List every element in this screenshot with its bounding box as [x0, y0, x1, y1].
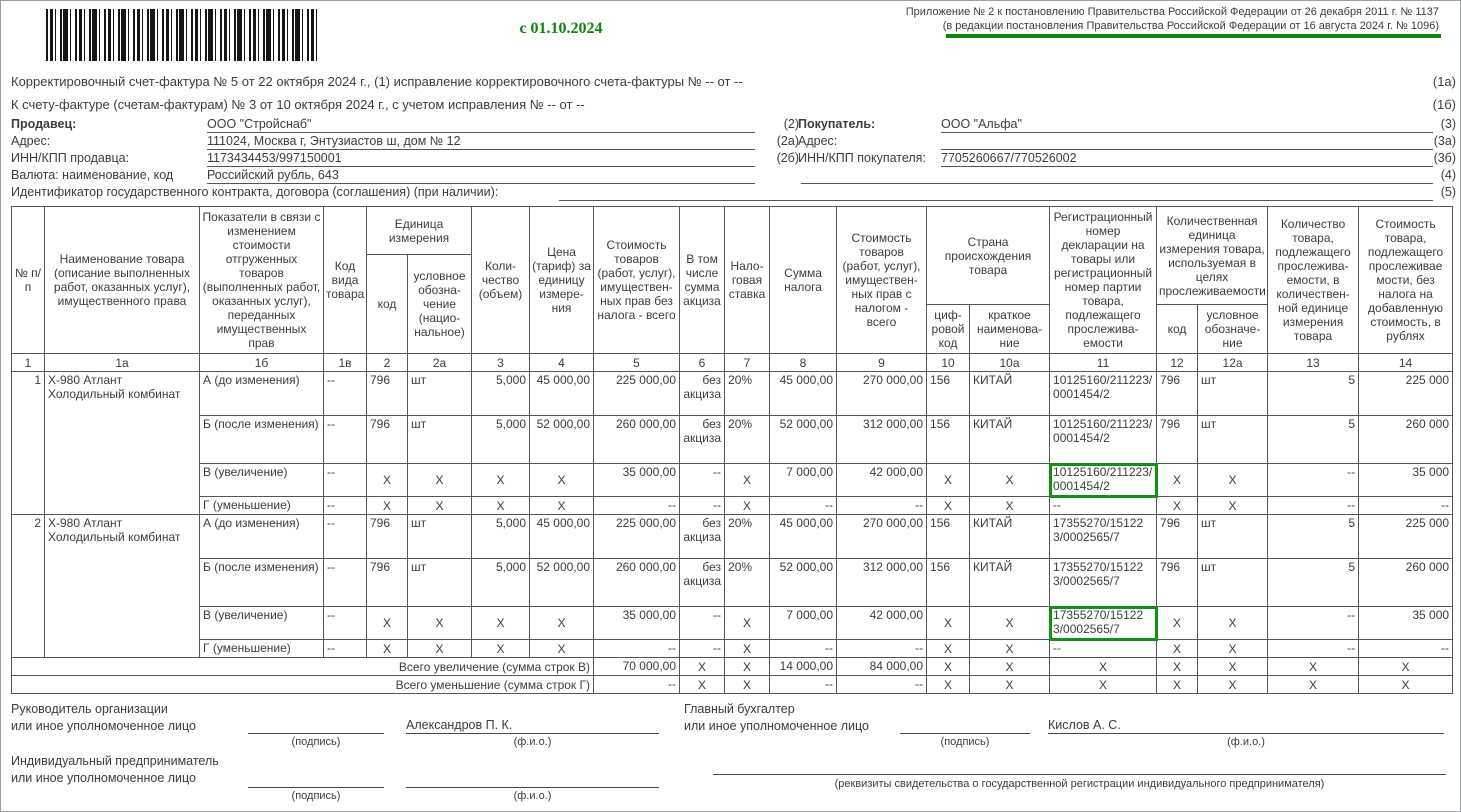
- totals-cell: X: [680, 676, 725, 694]
- col-header-country-group: Страна происхождения товара: [927, 207, 1050, 305]
- table-cell: X: [1198, 640, 1268, 658]
- col-num: 10: [927, 354, 970, 372]
- col-header-item-kind-code: Код вида товара: [324, 207, 367, 354]
- totals-cell: X: [1050, 658, 1157, 676]
- table-row: [12, 559, 1453, 607]
- table-cell: X: [970, 640, 1050, 658]
- table-cell: 5: [1268, 559, 1359, 607]
- totals-cell: X: [725, 658, 770, 676]
- table-cell: X: [472, 464, 530, 497]
- table-cell: 270 000,00: [837, 372, 927, 416]
- table-cell: КИТАЙ: [970, 416, 1050, 464]
- table-cell: 17355270/151223/0002565/7: [1050, 607, 1157, 640]
- table-cell: 156: [927, 372, 970, 416]
- row-type-cell: А (до изменения): [200, 372, 324, 416]
- col-num: 2: [367, 354, 408, 372]
- table-row: [12, 416, 1453, 464]
- totals-cell: X: [1359, 676, 1453, 694]
- totals-cell: X: [1359, 658, 1453, 676]
- table-cell: X: [970, 497, 1050, 515]
- entrepreneur-role-line1: Индивидуальный предприниматель: [11, 754, 219, 768]
- table-cell: 225 000: [1359, 515, 1453, 559]
- ref-4: (4): [1440, 168, 1456, 182]
- table-cell: X: [1157, 640, 1198, 658]
- col-num: 1в: [324, 354, 367, 372]
- col-header-excise: В том числе сумма акциза: [680, 207, 725, 354]
- totals-cell: X: [1050, 676, 1157, 694]
- table-cell: 10125160/211223/0001454/2: [1050, 372, 1157, 416]
- table-cell: 156: [927, 416, 970, 464]
- table-cell: --: [770, 640, 837, 658]
- entrepreneur-requisites-caption: (реквизиты свидетельства о государственной регистрации индивидуального предпринимателя): [834, 778, 1325, 790]
- seller-inn-value: 1173434453/997150001: [207, 151, 755, 167]
- table-cell: X: [927, 640, 970, 658]
- table-cell: 52 000,00: [770, 416, 837, 464]
- annex-line-2: (в редакции постановления Правительства Российской Федерации от 16 августа 2024 г. № 1096): [942, 20, 1439, 32]
- accountant-name-line: [1048, 718, 1444, 734]
- totals-cell: 84 000,00: [837, 658, 927, 676]
- seller-address-label: Адрес:: [11, 134, 51, 148]
- col-header-row-number: № п/п: [12, 207, 45, 354]
- table-cell: --: [1268, 607, 1359, 640]
- table-cell: --: [680, 464, 725, 497]
- entrepreneur-signature-caption: (подпись): [291, 790, 341, 802]
- entrepreneur-requisites-line: [713, 759, 1446, 775]
- table-cell: 5: [1268, 416, 1359, 464]
- table-cell: --: [1268, 640, 1359, 658]
- table-cell: --: [837, 497, 927, 515]
- document-title-line-2: [11, 97, 1456, 114]
- table-cell: X: [530, 497, 594, 515]
- totals-cell: X: [970, 676, 1050, 694]
- col-header-trace-quantity: Количество товара, подлежащего прослежива-емости, в количествен-ной единице измерения товара: [1268, 207, 1359, 354]
- table-cell: КИТАЙ: [970, 372, 1050, 416]
- col-header-country-name: краткое наименова-ние: [970, 305, 1050, 354]
- seller-buyer-row: [11, 117, 1456, 134]
- table-cell: 45 000,00: [530, 372, 594, 416]
- table-cell: 260 000: [1359, 559, 1453, 607]
- table-cell: 796: [367, 416, 408, 464]
- table-cell: X: [970, 607, 1050, 640]
- item-name-cell: Х-980 Атлант Холодильный комбинат: [45, 372, 200, 515]
- row-type-cell: Г (уменьшение): [200, 640, 324, 658]
- table-cell: --: [1359, 640, 1453, 658]
- col-num: 1а: [45, 354, 200, 372]
- director-name-line: [406, 718, 659, 734]
- table-cell: --: [324, 607, 367, 640]
- row-type-cell: Б (после изменения): [200, 416, 324, 464]
- entrepreneur-role-label: [11, 753, 219, 787]
- table-cell: 5: [1268, 515, 1359, 559]
- col-num: 1б: [200, 354, 324, 372]
- table-row: [12, 464, 1453, 497]
- ref-2b: (2б): [776, 151, 799, 165]
- table-cell: 45 000,00: [770, 515, 837, 559]
- table-cell: 260 000: [1359, 416, 1453, 464]
- table-cell: 156: [927, 515, 970, 559]
- table-cell: шт: [1198, 416, 1268, 464]
- table-cell: --: [1268, 464, 1359, 497]
- totals-row: [12, 676, 1453, 694]
- table-cell: X: [472, 640, 530, 658]
- col-header-unit-group: Единица измерения: [367, 207, 472, 255]
- table-row: [12, 607, 1453, 640]
- entrepreneur-name-caption: (ф.и.о.): [513, 790, 552, 802]
- table-cell: X: [367, 607, 408, 640]
- col-header-item-name: Наименование товара (описание выполненных работ, оказанных услуг), имущественного права: [45, 207, 200, 354]
- table-cell: X: [367, 497, 408, 515]
- table-cell: 42 000,00: [837, 607, 927, 640]
- table-cell: 312 000,00: [837, 416, 927, 464]
- accountant-role-line1: Главный бухгалтер: [684, 702, 795, 716]
- totals-cell: X: [1198, 676, 1268, 694]
- annex-note: [906, 5, 1439, 33]
- col-header-tax-rate: Нало-говая ставка: [725, 207, 770, 354]
- currency-label: Валюта: наименование, код: [11, 168, 174, 182]
- table-cell: --: [324, 515, 367, 559]
- table-cell: 7 000,00: [770, 607, 837, 640]
- table-cell: шт: [408, 559, 472, 607]
- table-cell: --: [770, 497, 837, 515]
- table-cell: X: [927, 607, 970, 640]
- table-cell: 225 000,00: [594, 372, 680, 416]
- entrepreneur-name-line: [406, 772, 659, 788]
- totals-label-cell: Всего увеличение (сумма строк В): [12, 658, 594, 676]
- table-cell: 42 000,00: [837, 464, 927, 497]
- table-cell: X: [725, 497, 770, 515]
- totals-cell: --: [837, 676, 927, 694]
- table-cell: X: [1198, 497, 1268, 515]
- column-number-row: [12, 354, 1453, 372]
- table-cell: 796: [1157, 372, 1198, 416]
- col-num: 1: [12, 354, 45, 372]
- table-cell: КИТАЙ: [970, 515, 1050, 559]
- table-cell: 796: [1157, 559, 1198, 607]
- col-header-unit-symbol: условное обозна-чение (нацио-нальное): [408, 255, 472, 354]
- table-cell: 35 000,00: [594, 607, 680, 640]
- green-underline-bar: [946, 34, 1441, 38]
- table-cell: --: [324, 559, 367, 607]
- buyer-address-value: [941, 134, 1433, 150]
- col-header-unit-code: код: [367, 255, 408, 354]
- barcode: [46, 9, 321, 61]
- table-cell: 20%: [725, 416, 770, 464]
- table-cell: КИТАЙ: [970, 559, 1050, 607]
- col-header-trace-unit-symbol: условное обозначе-ние: [1198, 305, 1268, 354]
- table-cell: --: [1050, 497, 1157, 515]
- title-text-1: Корректировочный счет-фактура № 5 от 22 октября 2024 г., (1) исправление корректировочного счета-фактуры № -- от --: [11, 74, 743, 89]
- invoice-table-header: [12, 207, 1453, 372]
- table-cell: 20%: [725, 372, 770, 416]
- table-cell: 20%: [725, 515, 770, 559]
- col-header-country-code: циф-ровой код: [927, 305, 970, 354]
- table-cell: X: [725, 640, 770, 658]
- table-cell: 10125160/211223/0001454/2: [1050, 464, 1157, 497]
- form-ref-1a: (1а): [1432, 74, 1456, 89]
- invoice-table: [11, 206, 1453, 694]
- table-cell: 796: [367, 515, 408, 559]
- seller-address-value: 111024, Москва г, Энтузиастов ш, дом № 12: [207, 134, 755, 150]
- totals-cell: X: [1268, 676, 1359, 694]
- col-num: 2а: [408, 354, 472, 372]
- col-num: 12: [1157, 354, 1198, 372]
- table-cell: 17355270/151223/0002565/7: [1050, 559, 1157, 607]
- col-num: 13: [1268, 354, 1359, 372]
- totals-cell: X: [725, 676, 770, 694]
- table-cell: 260 000,00: [594, 559, 680, 607]
- totals-cell: --: [594, 676, 680, 694]
- col-num: 7: [725, 354, 770, 372]
- table-cell: без акциза: [680, 372, 725, 416]
- director-name: Александров П. К.: [406, 718, 513, 732]
- table-cell: 5,000: [472, 559, 530, 607]
- ref-5: (5): [1440, 185, 1456, 199]
- inn-kpp-row: [11, 151, 1456, 168]
- item-number-cell: 2: [12, 515, 45, 658]
- col-num: 12а: [1198, 354, 1268, 372]
- invoice-table-container: [11, 206, 1453, 694]
- col-header-cost-without-tax: Стоимость товаров (работ, услуг), имуществен-ных прав без налога - всего: [594, 207, 680, 354]
- table-cell: шт: [1198, 372, 1268, 416]
- table-cell: X: [408, 497, 472, 515]
- table-cell: 45 000,00: [770, 372, 837, 416]
- table-cell: 35 000: [1359, 464, 1453, 497]
- entrepreneur-signature-line: [248, 772, 384, 788]
- totals-cell: X: [1157, 676, 1198, 694]
- row-type-cell: В (увеличение): [200, 607, 324, 640]
- totals-row: [12, 658, 1453, 676]
- table-cell: X: [1157, 464, 1198, 497]
- seller-value: ООО "Стройснаб": [207, 117, 755, 133]
- col-num: 9: [837, 354, 927, 372]
- seller-inn-label: ИНН/КПП продавца:: [11, 151, 130, 165]
- table-cell: 35 000,00: [594, 464, 680, 497]
- seller-label: Продавец:: [11, 117, 77, 131]
- col-header-trace-cost: Стоимость товара, подлежащего прослеживае мости, без налога на добавленную стоимость, в рублях: [1359, 207, 1453, 354]
- effective-date-label: с 01.10.2024: [519, 20, 603, 37]
- director-signature-caption: (подпись): [291, 736, 341, 748]
- table-cell: --: [324, 416, 367, 464]
- table-cell: шт: [408, 372, 472, 416]
- currency-row: [11, 168, 1456, 185]
- table-cell: 35 000: [1359, 607, 1453, 640]
- table-cell: 270 000,00: [837, 515, 927, 559]
- table-cell: 10125160/211223/0001454/2: [1050, 416, 1157, 464]
- entrepreneur-role-line2: или иное уполномоченное лицо: [11, 771, 197, 785]
- col-num: 5: [594, 354, 680, 372]
- row-type-cell: Б (после изменения): [200, 559, 324, 607]
- table-cell: X: [725, 607, 770, 640]
- col-header-trace-unit-code: код: [1157, 305, 1198, 354]
- col-num: 8: [770, 354, 837, 372]
- table-cell: 796: [1157, 416, 1198, 464]
- contract-id-row: [11, 185, 1456, 202]
- ref-3: (3): [1440, 117, 1456, 131]
- table-cell: --: [837, 640, 927, 658]
- table-cell: 52 000,00: [530, 416, 594, 464]
- director-role-line1: Руководитель организации: [11, 702, 168, 716]
- col-header-quantity: Коли-чество (объем): [472, 207, 530, 354]
- table-cell: --: [324, 464, 367, 497]
- totals-cell: 14 000,00: [770, 658, 837, 676]
- director-role-label: [11, 701, 196, 735]
- accountant-signature-line: [900, 718, 1030, 734]
- table-cell: 156: [927, 559, 970, 607]
- col-num: 10а: [970, 354, 1050, 372]
- accountant-name-caption: (ф.и.о.): [1227, 736, 1265, 748]
- contract-id-value-line: [559, 185, 1433, 201]
- table-cell: 312 000,00: [837, 559, 927, 607]
- table-cell: без акциза: [680, 515, 725, 559]
- table-cell: --: [1050, 640, 1157, 658]
- table-cell: шт: [408, 416, 472, 464]
- col-num: 3: [472, 354, 530, 372]
- table-cell: 5,000: [472, 372, 530, 416]
- col-header-trace-unit-group: Количественная единица измерения товара, используемая в целях прослеживаемости: [1157, 207, 1268, 305]
- row-type-cell: В (увеличение): [200, 464, 324, 497]
- col-num: 11: [1050, 354, 1157, 372]
- director-role-line2: или иное уполномоченное лицо: [11, 719, 197, 733]
- table-cell: без акциза: [680, 416, 725, 464]
- table-cell: 260 000,00: [594, 416, 680, 464]
- table-cell: 17355270/151223/0002565/7: [1050, 515, 1157, 559]
- table-cell: X: [530, 464, 594, 497]
- col-num: 6: [680, 354, 725, 372]
- buyer-address-label: Адрес:: [798, 134, 838, 148]
- table-cell: X: [530, 607, 594, 640]
- totals-cell: X: [680, 658, 725, 676]
- table-cell: --: [680, 607, 725, 640]
- row-type-cell: А (до изменения): [200, 515, 324, 559]
- table-row: [12, 497, 1453, 515]
- col-header-indicators: Показатели в связи с изменением стоимости отгруженных товаров (выполненных работ, оказанных услуг), переданных имущественных прав: [200, 207, 324, 354]
- table-cell: 796: [1157, 515, 1198, 559]
- table-cell: 225 000,00: [594, 515, 680, 559]
- totals-cell: X: [970, 658, 1050, 676]
- table-cell: X: [530, 640, 594, 658]
- table-cell: --: [1268, 497, 1359, 515]
- table-cell: 5: [1268, 372, 1359, 416]
- table-cell: шт: [1198, 515, 1268, 559]
- accountant-role-label: [684, 701, 869, 735]
- totals-label-cell: Всего уменьшение (сумма строк Г): [12, 676, 594, 694]
- table-row: [12, 640, 1453, 658]
- col-header-tax-amount: Сумма налога: [770, 207, 837, 354]
- currency-right-line: [801, 168, 1433, 184]
- invoice-table-body: [12, 372, 1453, 694]
- table-cell: --: [594, 497, 680, 515]
- table-cell: --: [324, 372, 367, 416]
- table-cell: 45 000,00: [530, 515, 594, 559]
- accountant-signature-caption: (подпись): [940, 736, 990, 748]
- table-cell: X: [927, 464, 970, 497]
- table-cell: X: [408, 640, 472, 658]
- totals-cell: 70 000,00: [594, 658, 680, 676]
- table-cell: X: [367, 464, 408, 497]
- table-cell: шт: [1198, 559, 1268, 607]
- ref-2: (2): [783, 117, 799, 131]
- table-cell: 5,000: [472, 515, 530, 559]
- table-cell: --: [594, 640, 680, 658]
- table-cell: X: [472, 607, 530, 640]
- buyer-inn-value: 7705260667/770526002: [941, 151, 1433, 167]
- buyer-inn-label: ИНН/КПП покупателя:: [798, 151, 926, 165]
- table-cell: 52 000,00: [530, 559, 594, 607]
- col-header-registration-number: Регистрационный номер декларации на товары или регистрационный номер партии товара, подлежащего прослежива-емости: [1050, 207, 1157, 354]
- table-cell: --: [324, 640, 367, 658]
- table-cell: X: [408, 607, 472, 640]
- table-cell: X: [725, 464, 770, 497]
- accountant-role-line2: или иное уполномоченное лицо: [684, 719, 870, 733]
- table-cell: 796: [367, 372, 408, 416]
- table-row: [12, 515, 1453, 559]
- table-cell: X: [1198, 607, 1268, 640]
- table-cell: --: [324, 497, 367, 515]
- currency-value: Российский рубль, 643: [207, 168, 755, 184]
- table-cell: без акциза: [680, 559, 725, 607]
- document-title-line-1: [11, 74, 1456, 91]
- col-num: 14: [1359, 354, 1453, 372]
- col-header-cost-with-tax: Стоимость товаров (работ, услуг), имуществен-ных прав с налогом - всего: [837, 207, 927, 354]
- table-cell: 796: [367, 559, 408, 607]
- row-type-cell: Г (уменьшение): [200, 497, 324, 515]
- accountant-name: Кислов А. С.: [1048, 718, 1121, 732]
- buyer-label: Покупатель:: [798, 117, 876, 131]
- ref-3b: (3б): [1433, 151, 1456, 165]
- table-cell: X: [1198, 464, 1268, 497]
- table-cell: шт: [408, 515, 472, 559]
- table-cell: 20%: [725, 559, 770, 607]
- totals-cell: X: [927, 658, 970, 676]
- table-cell: 7 000,00: [770, 464, 837, 497]
- table-cell: X: [927, 497, 970, 515]
- table-cell: X: [1157, 497, 1198, 515]
- table-cell: 52 000,00: [770, 559, 837, 607]
- table-cell: --: [680, 497, 725, 515]
- col-num: 4: [530, 354, 594, 372]
- form-ref-1b: (1б): [1432, 97, 1456, 112]
- totals-cell: X: [1157, 658, 1198, 676]
- ref-2a: (2а): [776, 134, 799, 148]
- table-row: [12, 372, 1453, 416]
- title-text-2: К счету-фактуре (счетам-фактурам) № 3 от 10 октября 2024 г., с учетом исправления № -- от --: [11, 97, 585, 112]
- address-row: [11, 134, 1456, 151]
- totals-cell: X: [1268, 658, 1359, 676]
- totals-cell: X: [1198, 658, 1268, 676]
- item-name-cell: Х-980 Атлант Холодильный комбинат: [45, 515, 200, 658]
- contract-id-label: Идентификатор государственного контракта, договора (соглашения) (при наличии):: [11, 185, 499, 199]
- totals-cell: --: [770, 676, 837, 694]
- annex-line-1: Приложение № 2 к постановлению Правительства Российской Федерации от 26 декабря 2011 г. № 1137: [905, 6, 1439, 18]
- table-cell: --: [680, 640, 725, 658]
- table-cell: X: [367, 640, 408, 658]
- director-name-caption: (ф.и.о.): [513, 736, 552, 748]
- col-header-price: Цена (тариф) за единицу измере-ния: [530, 207, 594, 354]
- buyer-value: ООО "Альфа": [941, 117, 1433, 133]
- table-cell: 225 000: [1359, 372, 1453, 416]
- totals-cell: X: [927, 676, 970, 694]
- table-cell: X: [1157, 607, 1198, 640]
- table-cell: --: [1359, 497, 1453, 515]
- table-cell: X: [970, 464, 1050, 497]
- table-cell: X: [408, 464, 472, 497]
- table-cell: X: [472, 497, 530, 515]
- director-signature-line: [248, 718, 384, 734]
- table-cell: 5,000: [472, 416, 530, 464]
- ref-3a: (3а): [1433, 134, 1456, 148]
- item-number-cell: 1: [12, 372, 45, 515]
